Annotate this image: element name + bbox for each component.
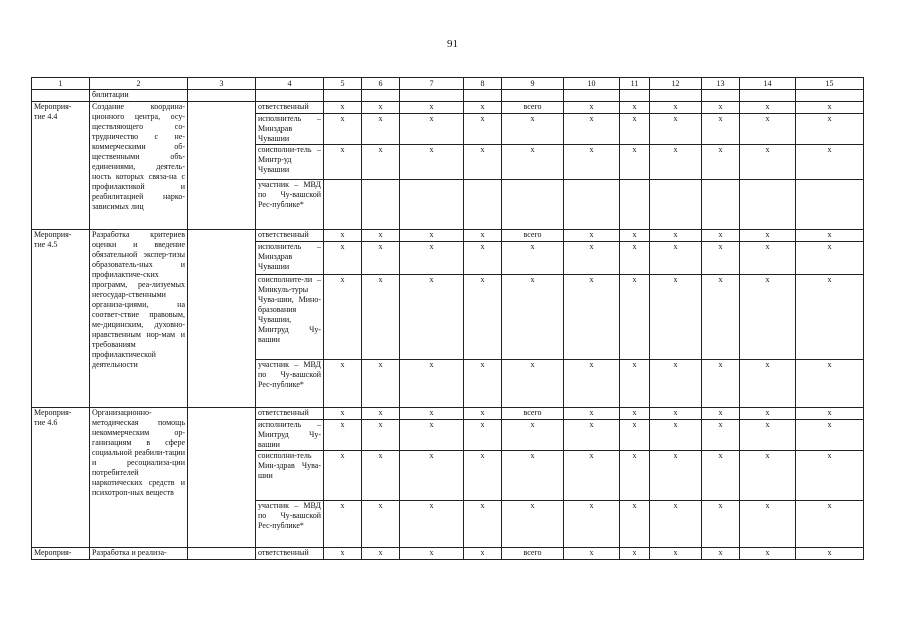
value-cell: х	[564, 145, 620, 180]
cell	[256, 90, 324, 102]
table-row	[32, 230, 864, 242]
value-cell: х	[796, 408, 864, 420]
value-cell: х	[650, 102, 702, 114]
value-cell: х	[740, 275, 796, 360]
role-cell: ответственный	[256, 230, 324, 242]
value-cell: х	[702, 360, 740, 408]
role-cell: соисполни-тель Мин-здрав Чува-шии	[256, 451, 324, 501]
value-cell: х	[796, 275, 864, 360]
value-cell	[324, 180, 362, 230]
value-cell: х	[650, 242, 702, 275]
cell	[188, 548, 256, 560]
value-cell: х	[740, 548, 796, 560]
column-header-4: 4	[256, 78, 324, 90]
value-cell: х	[400, 408, 464, 420]
value-cell: х	[362, 114, 400, 145]
cell	[502, 90, 564, 102]
role-cell: соисполните-ли – Минкуль-туры Чува-шии, Мино-бразования Чувашии, Минтруд Чу-вашии	[256, 275, 324, 360]
value-cell: х	[564, 275, 620, 360]
value-cell	[502, 180, 564, 230]
value-cell: х	[464, 145, 502, 180]
measure-description: Организационно-методическая помощь некоммерческим ор-ганизациям в сфере социальной реабили-тации и ресоциализа-ции потребителей наркотических средств и психотроп-ных веществ	[90, 408, 188, 548]
value-cell: х	[324, 420, 362, 451]
value-cell: х	[650, 114, 702, 145]
value-cell: х	[324, 242, 362, 275]
value-cell: х	[564, 102, 620, 114]
value-cell: х	[796, 242, 864, 275]
value-cell: х	[702, 114, 740, 145]
value-cell: х	[702, 242, 740, 275]
value-cell: х	[620, 548, 650, 560]
value-cell: всего	[502, 408, 564, 420]
value-cell	[796, 180, 864, 230]
value-cell: всего	[502, 230, 564, 242]
value-cell: х	[650, 420, 702, 451]
cell	[796, 90, 864, 102]
value-cell: х	[464, 360, 502, 408]
value-cell: х	[362, 102, 400, 114]
value-cell: х	[324, 114, 362, 145]
value-cell: х	[400, 145, 464, 180]
value-cell: х	[796, 114, 864, 145]
value-cell: х	[464, 230, 502, 242]
value-cell: х	[502, 114, 564, 145]
cell	[564, 90, 620, 102]
value-cell: х	[502, 420, 564, 451]
value-cell: х	[564, 548, 620, 560]
value-cell: х	[400, 548, 464, 560]
value-cell: х	[362, 275, 400, 360]
value-cell: х	[702, 420, 740, 451]
continuation-text: билитации	[90, 90, 188, 102]
cell	[188, 102, 256, 230]
value-cell: х	[740, 451, 796, 501]
value-cell: х	[400, 242, 464, 275]
value-cell: х	[620, 408, 650, 420]
value-cell: х	[620, 114, 650, 145]
value-cell: х	[362, 360, 400, 408]
value-cell: х	[400, 102, 464, 114]
value-cell: х	[324, 360, 362, 408]
role-cell: исполнитель – Минздрав Чувашии	[256, 242, 324, 275]
value-cell: х	[400, 501, 464, 548]
cell	[188, 230, 256, 408]
measure-id: Мероприя-	[32, 548, 90, 560]
value-cell: х	[796, 451, 864, 501]
column-header-11: 11	[620, 78, 650, 90]
value-cell: х	[464, 275, 502, 360]
value-cell: х	[702, 275, 740, 360]
cell	[324, 90, 362, 102]
value-cell: х	[502, 275, 564, 360]
value-cell: х	[740, 230, 796, 242]
table-body	[32, 90, 864, 560]
value-cell: х	[324, 501, 362, 548]
cell	[702, 90, 740, 102]
value-cell: х	[362, 420, 400, 451]
value-cell	[702, 180, 740, 230]
value-cell: х	[464, 242, 502, 275]
value-cell: х	[702, 501, 740, 548]
value-cell: х	[796, 420, 864, 451]
value-cell: х	[620, 501, 650, 548]
measure-description: Разработка и реализа-	[90, 548, 188, 560]
measure-description: Создание координа-ционного центра, осу-ществляющего со-трудничество с не-коммерческими об-щественными объ-единениями, деятель-ность которых связа-на с профилактикой и реабилитацией нарко-зависимых лиц	[90, 102, 188, 230]
value-cell: х	[650, 360, 702, 408]
value-cell: х	[650, 548, 702, 560]
value-cell: х	[400, 451, 464, 501]
cell	[650, 90, 702, 102]
value-cell: х	[564, 230, 620, 242]
value-cell: х	[362, 451, 400, 501]
value-cell: х	[620, 420, 650, 451]
value-cell: х	[362, 242, 400, 275]
cell	[188, 90, 256, 102]
measure-description: Разработка критериев оценки и введение обязательной экспер-тизы образователь-ных и профилактиче-ских программ, реа-лизуемых негосудар-ственными организа-циями, на соответ-ствие правовым, ме-дицинским, духовно-нравственным нор-мам и требованиям профилактической деятельности	[90, 230, 188, 408]
value-cell: х	[564, 501, 620, 548]
value-cell: х	[502, 360, 564, 408]
table-header	[32, 78, 864, 90]
cell	[362, 90, 400, 102]
value-cell: х	[502, 501, 564, 548]
measure-id: Мероприя- тие 4.6	[32, 408, 90, 548]
value-cell: х	[740, 242, 796, 275]
role-cell: ответственный	[256, 102, 324, 114]
value-cell: х	[740, 114, 796, 145]
value-cell: х	[796, 102, 864, 114]
value-cell: х	[464, 102, 502, 114]
value-cell: х	[564, 242, 620, 275]
value-cell: х	[650, 145, 702, 180]
value-cell	[464, 180, 502, 230]
value-cell: х	[740, 420, 796, 451]
value-cell: х	[702, 451, 740, 501]
value-cell: х	[702, 102, 740, 114]
cell	[188, 408, 256, 548]
value-cell: х	[702, 230, 740, 242]
value-cell	[362, 180, 400, 230]
value-cell: х	[564, 408, 620, 420]
value-cell: х	[650, 275, 702, 360]
role-cell: соисполни-тель – Минтр-уд Чувашии	[256, 145, 324, 180]
column-header-8: 8	[464, 78, 502, 90]
value-cell: х	[564, 451, 620, 501]
role-cell: участник – МВД по Чу-вашской Рес-публике*	[256, 180, 324, 230]
value-cell: х	[324, 451, 362, 501]
value-cell: х	[650, 408, 702, 420]
value-cell: х	[620, 230, 650, 242]
value-cell: х	[362, 230, 400, 242]
value-cell: х	[464, 114, 502, 145]
table-row	[32, 90, 864, 102]
value-cell: х	[740, 501, 796, 548]
value-cell	[400, 180, 464, 230]
role-cell: исполнитель – Минтруд Чу-вашии	[256, 420, 324, 451]
column-header-10: 10	[564, 78, 620, 90]
value-cell: х	[740, 145, 796, 180]
value-cell: х	[324, 102, 362, 114]
value-cell: х	[564, 114, 620, 145]
value-cell: х	[324, 145, 362, 180]
role-cell: исполнитель – Минздрав Чувашии	[256, 114, 324, 145]
value-cell: всего	[502, 548, 564, 560]
value-cell: х	[362, 501, 400, 548]
value-cell: х	[620, 451, 650, 501]
value-cell: х	[324, 275, 362, 360]
column-header-5: 5	[324, 78, 362, 90]
value-cell: х	[324, 230, 362, 242]
value-cell	[564, 180, 620, 230]
value-cell: х	[502, 451, 564, 501]
column-header-2: 2	[90, 78, 188, 90]
value-cell: х	[564, 420, 620, 451]
value-cell: х	[620, 360, 650, 408]
measure-id: Мероприя- тие 4.5	[32, 230, 90, 408]
value-cell: х	[464, 420, 502, 451]
value-cell: х	[324, 408, 362, 420]
column-header-12: 12	[650, 78, 702, 90]
role-cell: участник – МВД по Чу-вашской Рес-публике*	[256, 501, 324, 548]
value-cell: х	[464, 451, 502, 501]
value-cell: х	[702, 548, 740, 560]
value-cell: х	[362, 145, 400, 180]
value-cell: х	[796, 501, 864, 548]
value-cell: х	[400, 114, 464, 145]
value-cell: х	[400, 420, 464, 451]
value-cell: х	[400, 275, 464, 360]
column-header-1: 1	[32, 78, 90, 90]
table-row	[32, 548, 864, 560]
value-cell: х	[400, 360, 464, 408]
value-cell	[620, 180, 650, 230]
value-cell: х	[650, 230, 702, 242]
role-cell: ответственный	[256, 548, 324, 560]
cell	[400, 90, 464, 102]
value-cell: х	[740, 360, 796, 408]
measure-id: Мероприя- тие 4.4	[32, 102, 90, 230]
value-cell: х	[464, 408, 502, 420]
page-number: 91	[447, 38, 458, 50]
value-cell: х	[702, 408, 740, 420]
role-cell: участник – МВД по Чу-вашской Рес-публике*	[256, 360, 324, 408]
value-cell: х	[620, 102, 650, 114]
cell	[620, 90, 650, 102]
value-cell: х	[740, 102, 796, 114]
value-cell: х	[650, 451, 702, 501]
value-cell: х	[796, 360, 864, 408]
value-cell: х	[400, 230, 464, 242]
column-header-15: 15	[796, 78, 864, 90]
value-cell: х	[796, 145, 864, 180]
value-cell: х	[796, 548, 864, 560]
column-header-14: 14	[740, 78, 796, 90]
value-cell	[740, 180, 796, 230]
value-cell: х	[502, 242, 564, 275]
value-cell: х	[464, 548, 502, 560]
table-row	[32, 102, 864, 114]
value-cell: х	[620, 145, 650, 180]
value-cell: х	[564, 360, 620, 408]
cell	[740, 90, 796, 102]
value-cell: всего	[502, 102, 564, 114]
cell	[464, 90, 502, 102]
value-cell: х	[620, 275, 650, 360]
value-cell: х	[702, 145, 740, 180]
column-header-3: 3	[188, 78, 256, 90]
role-cell: ответственный	[256, 408, 324, 420]
column-header-6: 6	[362, 78, 400, 90]
value-cell: х	[620, 242, 650, 275]
value-cell: х	[362, 408, 400, 420]
table-row	[32, 408, 864, 420]
measures-table	[31, 77, 864, 560]
column-header-9: 9	[502, 78, 564, 90]
value-cell: х	[362, 548, 400, 560]
value-cell: х	[324, 548, 362, 560]
value-cell: х	[464, 501, 502, 548]
column-header-13: 13	[702, 78, 740, 90]
value-cell: х	[502, 145, 564, 180]
value-cell: х	[796, 230, 864, 242]
value-cell: х	[740, 408, 796, 420]
column-header-7: 7	[400, 78, 464, 90]
cell	[32, 90, 90, 102]
value-cell	[650, 180, 702, 230]
value-cell: х	[650, 501, 702, 548]
